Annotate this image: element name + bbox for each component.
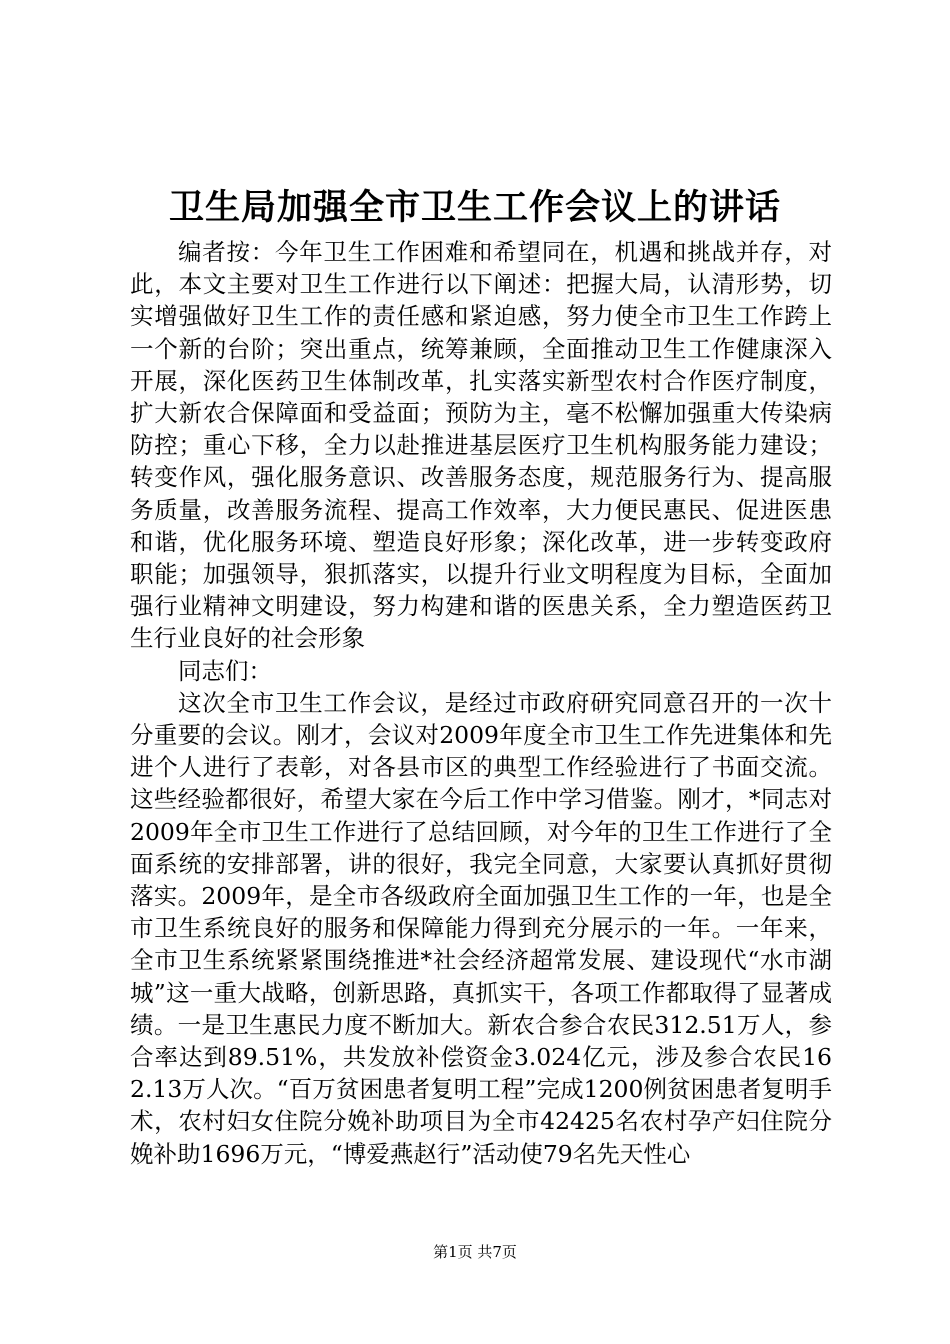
salutation-paragraph: 同志们： xyxy=(178,656,272,685)
speech-paragraph: 这次全市卫生工作会议，是经过市政府研究同意召开的一次十分重要的会议。刚才，会议对2009年度全市卫生工作先进集体和先进个人进行了表彰，对各县市区的典型工作经验进行了书面交流。这些经验都很好，希望大家在今后工作中学习借鉴。刚才，*同志对2009年全市卫生工作进行了总结回顾，对今年的卫生工作进行了全面系统的安排部署，讲的很好，我完全同意，大家要认真抓好贯彻落实。2009年，是全市各级政府全面加强卫生工作的一年，也是全市卫生系统良好的服务和保障能力得到充分展示的一年。一年来，全市卫生系统紧紧围绕推进*社会经济超常发展、建设现代“水市湖城”这一重大战略，创新思路，真抓实干，各项工作都取得了显著成绩。一是卫生惠民力度不断加大。新农合参合农民312.51万人，参合率达到89.51%，共发放补偿资金3.024亿元，涉及参合农民162.13万人次。“百万贫困患者复明工程”完成1200例贫困患者复明手术，农村妇女住院分娩补助项目为全市42425名农村孕产妇住院分娩补助1696万元，“博爱燕赵行”活动使79名先天性心 xyxy=(130,688,832,1168)
document-title: 卫生局加强全市卫生工作会议上的讲话 xyxy=(168,187,781,228)
editor-note-paragraph: 编者按：今年卫生工作困难和希望同在，机遇和挑战并存，对此，本文主要对卫生工作进行以下阐述：把握大局，认清形势，切实增强做好卫生工作的责任感和紧迫感，努力使全市卫生工作跨上一个新的台阶；突出重点，统筹兼顾，全面推动卫生工作健康深入开展，深化医药卫生体制改革，扎实落实新型农村合作医疗制度，扩大新农合保障面和受益面；预防为主，毫不松懈加强重大传染病防控；重心下移，全力以赴推进基层医疗卫生机构服务能力建设；转变作风，强化服务意识、改善服务态度，规范服务行为、提高服务质量，改善服务流程、提高工作效率，大力便民惠民、促进医患和谐，优化服务环境、塑造良好形象；深化改革，进一步转变政府职能；加强领导，狠抓落实，以提升行业文明程度为目标，全面加强行业精神文明建设，努力构建和谐的医患关系，全力塑造医药卫生行业良好的社会形象 xyxy=(130,238,832,653)
document-body xyxy=(130,236,832,1170)
page-number-footer: 第1页 共7页 xyxy=(433,1243,517,1261)
